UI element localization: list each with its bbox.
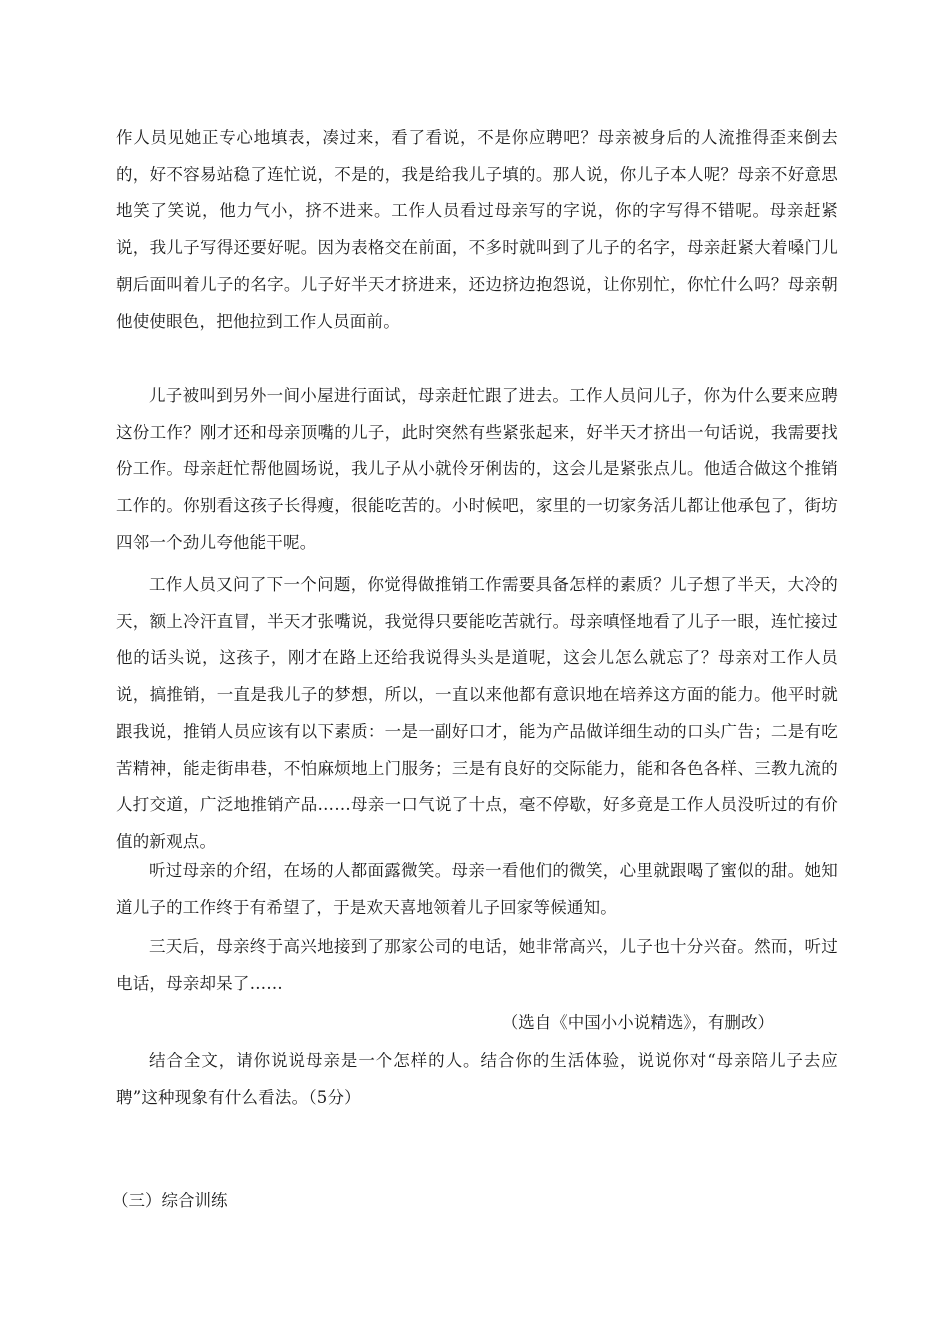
- section-heading: （三）综合训练: [112, 1191, 228, 1210]
- article-paragraph-2: 儿子被叫到另外一间小屋进行面试，母亲赶忙跟了进去。工作人员问儿子，你为什么要来应聘这份工作？刚才还和母亲顶嘴的儿子，此时突然有些紧张起来，好半天才挤出一句话说，我需要找份工作。母亲赶忙帮他圆场说，我儿子从小就伶牙俐齿的，这会儿是紧张点儿。他适合做这个推销工作的。你别看这孩子长得瘦，很能吃苦的。小时候吧，家里的一切家务活儿都让他承包了，街坊四邻一个劲儿夸他能干呢。: [116, 386, 838, 552]
- article-paragraph-3: 工作人员又问了下一个问题，你觉得做推销工作需要具备怎样的素质？儿子想了半天，大冷的天，额上冷汗直冒，半天才张嘴说，我觉得只要能吃苦就行。母亲嗔怪地看了儿子一眼，连忙接过他的话头说，这孩子，刚才在路上还给我说得头头是道呢，这会儿怎么就忘了？母亲对工作人员说，搞推销，一直是我儿子的梦想，所以，一直以来他都有意识地在培养这方面的能力。他平时就跟我说，推销人员应该有以下素质：一是一副好口才，能为产品做详细生动的口头广告；二是有吃苦精神，能走街串巷，不怕麻烦地上门服务；三是有良好的交际能力，能和各色各样、三教九流的人打交道，广泛地推销产品……母亲一口气说了十点，毫不停歇，好多竟是工作人员没听过的有价值的新观点。: [116, 575, 838, 851]
- article-paragraph-1: 作人员见她正专心地填表，凑过来，看了看说，不是你应聘吧？母亲被身后的人流推得歪来倒去的，好不容易站稳了连忙说，不是的，我是给我儿子填的。那人说，你儿子本人呢？母亲不好意思地笑了笑说，他力气小，挤不进来。工作人员看过母亲写的字说，你的字写得不错呢。母亲赶紧说，我儿子写得还要好呢。因为表格交在前面，不多时就叫到了儿子的名字，母亲赶紧大着嗓门儿朝后面叫着儿子的名字。儿子好半天才挤进来，还边挤边抱怨说，让你别忙，你忙什么吗？母亲朝他使使眼色，把他拉到工作人员面前。: [116, 128, 838, 331]
- article-paragraph-4: 听过母亲的介绍，在场的人都面露微笑。母亲一看他们的微笑，心里就跟喝了蜜似的甜。她知道儿子的工作终于有希望了，于是欢天喜地领着儿子回家等候通知。: [116, 861, 838, 917]
- article-paragraph-5: 三天后，母亲终于高兴地接到了那家公司的电话，她非常高兴，儿子也十分兴奋。然而，听过电话，母亲却呆了……: [116, 937, 838, 993]
- question-prompt: 结合全文，请你说说母亲是一个怎样的人。结合你的生活体验，说说你对“母亲陪儿子去应聘”这种现象有什么看法。（5分）: [116, 1051, 838, 1107]
- article-source-citation: （选自《中国小小说精选》，有删改）: [501, 1013, 774, 1032]
